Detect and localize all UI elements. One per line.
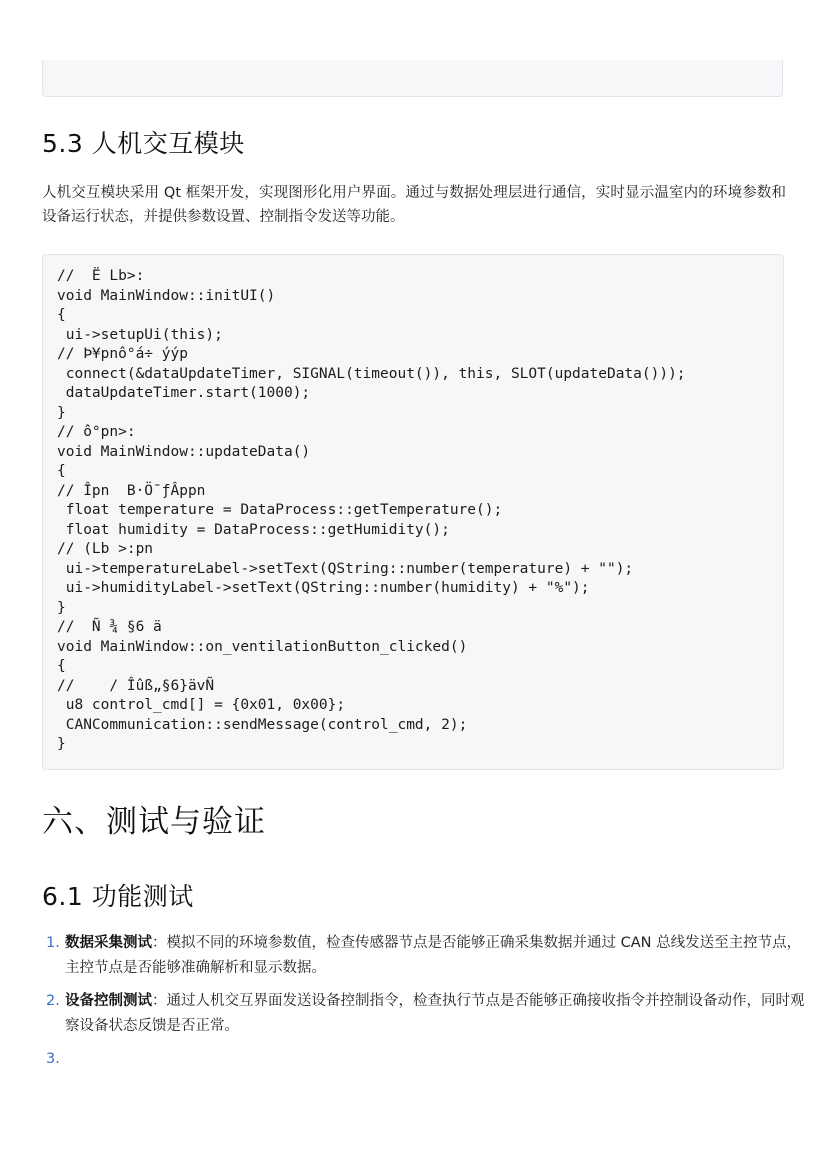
code-block [42, 254, 784, 770]
code-line: // Îpn B·Ö¯ƒÂppn [57, 482, 206, 499]
code-line: } [57, 599, 66, 616]
code-line: { [57, 307, 66, 323]
code-line: u8 control_cmd[] = {0x01, 0x00}; [57, 697, 346, 713]
code-line: void MainWindow::on_ventilationButton_clicked() [57, 638, 468, 655]
code-line: } [57, 404, 66, 421]
code-line: void MainWindow::initUI() [57, 287, 276, 304]
list-item [42, 989, 807, 1039]
code-line: float humidity = DataProcess::getHumidity(); [57, 521, 450, 538]
list-item-text: ：通过人机交互界面发送设备控制指令，检查执行节点是否能够正确接收指令并控制设备动作，同时观察设备状态反馈是否正常。 [65, 993, 805, 1034]
code-line: // ô°pn>: [57, 424, 136, 440]
code-line: ui->humidityLabel->setText(QString::number(humidity) + "%"); [57, 580, 590, 596]
list-item-number: 3. [46, 1051, 60, 1067]
function-test-list [42, 931, 807, 1080]
list-item [42, 1047, 807, 1072]
code-line: CANCommunication::sendMessage(control_cmd, 2); [57, 716, 468, 733]
code-line: // Ë Lb>: [57, 268, 145, 284]
list-item [42, 931, 807, 981]
code-line: // / Îûß„§6}ävÑ [57, 677, 215, 694]
code-line: // Ñ ¾ §6 ä [57, 619, 162, 635]
section-heading-6-1: 6.1 功能测试 [42, 882, 194, 911]
code-line: ui->temperatureLabel->setText(QString::number(temperature) + ""); [57, 560, 634, 577]
section-5-3-paragraph: 人机交互模块采用 Qt 框架开发，实现图形化用户界面。通过与数据处理层进行通信，实时显示温室内的环境参数和设备运行状态，并提供参数设置、控制指令发送等功能。 [42, 185, 786, 225]
list-item-number: 1. [46, 935, 60, 951]
section-heading-5-3: 5.3 人机交互模块 [42, 129, 245, 158]
code-line: // Þ¥pnô°á÷ ýýp [57, 346, 188, 362]
code-line: } [57, 736, 66, 752]
list-item-term: 数据采集测试 [65, 935, 152, 951]
list-item-term: 设备控制测试 [65, 993, 152, 1009]
code-line: ui->setupUi(this); [57, 326, 223, 343]
code-line: connect(&dataUpdateTimer, SIGNAL(timeout()), this, SLOT(updateData())); [57, 365, 686, 382]
list-item-text: ：模拟不同的环境参数值，检查传感器节点是否能够正确采集数据并通过 CAN 总线发送至主控节点，主控节点是否能够准确解析和显示数据。 [65, 935, 802, 976]
code-line: { [57, 658, 66, 674]
chapter-heading-6: 六、测试与验证 [42, 804, 266, 840]
code-line: void MainWindow::updateData() [57, 443, 311, 460]
previous-code-block [42, 60, 783, 97]
code-line: dataUpdateTimer.start(1000); [57, 385, 311, 401]
code-line: { [57, 463, 66, 479]
list-item-number: 2. [46, 993, 60, 1009]
code-line: // (Lb >:pn [57, 541, 154, 557]
code-line: float temperature = DataProcess::getTemperature(); [57, 502, 503, 518]
